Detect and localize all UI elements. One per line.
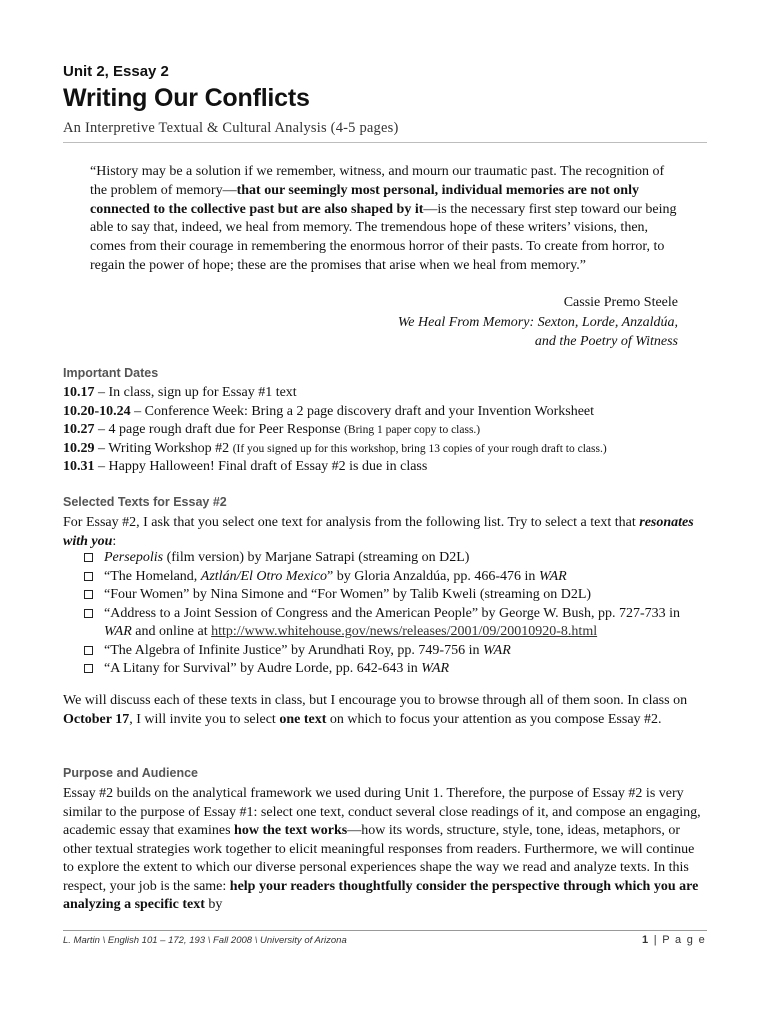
selected-texts-heading: Selected Texts for Essay #2 (63, 495, 227, 509)
whitehouse-link[interactable]: http://www.whitehouse.gov/news/releases/2001/09/20010920-8.html (211, 624, 598, 639)
discussion-paragraph (63, 692, 708, 729)
footer-course-info: L. Martin \ English 101 – 172, 193 \ Fall 2008 \ University of Arizona (63, 935, 347, 946)
date-item (63, 440, 607, 459)
date-item (63, 421, 607, 440)
intro-end: : (112, 533, 117, 549)
item-italic: WAR (421, 661, 450, 676)
quote-bold-text: that our seemingly most personal, individual memories are not only connected to the collective past but are also shaped by it (90, 182, 639, 217)
para-bold: one text (279, 711, 327, 727)
date-label: 10.17 (63, 385, 95, 400)
para-text: on which to focus your attention as you compose Essay #2. (326, 711, 662, 727)
checkbox[interactable] (84, 664, 93, 673)
page-label: | P a g e (649, 934, 706, 946)
quote-source-line-1: We Heal From Memory: Sexton, Lorde, Anzaldúa, (397, 314, 678, 330)
purpose-heading: Purpose and Audience (63, 766, 198, 780)
list-item (84, 605, 708, 642)
date-label: 10.31 (63, 459, 95, 474)
date-note: (Bring 1 paper copy to class.) (344, 424, 481, 436)
item-italic: WAR (538, 568, 567, 584)
date-text: – Writing Workshop #2 (94, 440, 233, 456)
text-checklist (84, 549, 708, 679)
purpose-paragraph (63, 785, 708, 915)
date-label: 10.29 (63, 440, 95, 456)
item-text: “The Homeland, (104, 568, 201, 584)
quote-author: Cassie Premo Steele (563, 295, 678, 310)
item-text: “Four Women” by Nina Simone and “For Women” by Talib Kweli (streaming on D2L) (104, 587, 592, 602)
quote-text-2: —is the necessary first step toward our being able to say that, indeed, we heal from memory. The tremendous hope of these writers’ visions, then, comes from their courage in remembering the enormous horror of their pasts. To create from horror, to regain the power of hope; these are the promises that arise when we heal from memory.” (90, 201, 677, 273)
para-text: by (204, 897, 223, 912)
item-text: “Address to a Joint Session of Congress and the American People” by George W. Bush, pp. 727-733 in (104, 605, 681, 621)
date-text: – Happy Halloween! Final draft of Essay #2 is due in class (94, 459, 428, 474)
para-text: We will discuss each of these texts in class, but I encourage you to browse through all of them soon. In class on (63, 693, 688, 708)
page-number-value: 1 (641, 934, 650, 946)
item-text: ” by Gloria Anzaldúa, pp. 466-476 in (327, 568, 539, 584)
item-text: “The Algebra of Infinite Justice” by Arundhati Roy, pp. 749-756 in (104, 642, 483, 658)
para-bold: help your readers thoughtfully consider the perspective through which you are analyzing a specific text (63, 878, 699, 912)
date-text: – 4 page rough draft due for Peer Response (94, 422, 345, 437)
checkbox[interactable] (84, 646, 93, 655)
date-item (63, 384, 607, 403)
para-text: —how its words, structure, style, tone, ideas, metaphors, or other textual strategies work together to elicit meaningful responses from readers. Furthermore, we will continue to explore the extent to which our diverse personal experiences shape the way we read and analyze texts. In this respect, your job is the same: (63, 823, 695, 894)
para-text: Essay #2 builds on the analytical framework we used during Unit 1. Therefore, the purpose of Essay #2 is very similar to the purpose of Essay #1: select one text, conduct several close readings of it, and compose an engaging, academic essay that examines (63, 786, 701, 838)
item-text: (film version) by Marjane Satrapi (streaming on D2L) (163, 550, 470, 565)
date-item (63, 458, 607, 477)
quote-text-1: “History may be a solution if we remember, witness, and mourn our traumatic past. The recognition of the problem of memory— (90, 164, 665, 198)
page-subtitle: An Interpretive Textual & Cultural Analysis (4-5 pages) (63, 120, 399, 136)
date-label: 10.27 (63, 422, 95, 437)
para-text: , I will invite you to select (129, 711, 280, 727)
list-item (84, 568, 708, 587)
list-item (84, 642, 708, 661)
para-bold: how the text works (234, 823, 348, 838)
date-text: – In class, sign up for Essay #1 text (94, 385, 297, 400)
quote-source-line-2: and the Poetry of Witness (534, 334, 678, 349)
quote-attribution (398, 293, 678, 352)
list-item (84, 660, 708, 679)
item-text: and online at (131, 624, 212, 639)
date-item (63, 403, 607, 422)
item-text: “A Litany for Survival” by Audre Lorde, pp. 642-643 in (104, 661, 422, 676)
checkbox[interactable] (84, 553, 93, 562)
checkbox[interactable] (84, 572, 93, 581)
intro-bold-text: resonates with you (63, 515, 694, 549)
title-divider (63, 142, 707, 143)
unit-label: Unit 2, Essay 2 (63, 63, 169, 80)
important-dates-heading: Important Dates (63, 366, 159, 380)
page-title: Writing Our Conflicts (63, 84, 310, 112)
item-italic: Aztlán/El Otro Mexico (200, 568, 328, 584)
checkbox[interactable] (84, 609, 93, 618)
epigraph-quote (90, 163, 680, 276)
intro-text: For Essay #2, I ask that you select one text for analysis from the following list. Try to select a text that (63, 515, 640, 530)
footer-divider (63, 930, 707, 931)
list-item (84, 586, 708, 605)
date-text: – Conference Week: Bring a 2 page discovery draft and your Invention Worksheet (130, 403, 595, 419)
selected-texts-intro (63, 514, 708, 551)
date-note: (If you signed up for this workshop, bring 13 copies of your rough draft to class.) (232, 442, 607, 455)
item-italic: WAR (482, 642, 511, 658)
para-bold: October 17 (63, 711, 130, 727)
list-item (84, 549, 708, 568)
page-number (642, 934, 706, 946)
item-italic: WAR (104, 624, 132, 639)
checkbox[interactable] (84, 590, 93, 599)
item-italic: Persepolis (104, 550, 164, 565)
important-dates-list (63, 384, 607, 477)
date-label: 10.20-10.24 (63, 403, 131, 419)
